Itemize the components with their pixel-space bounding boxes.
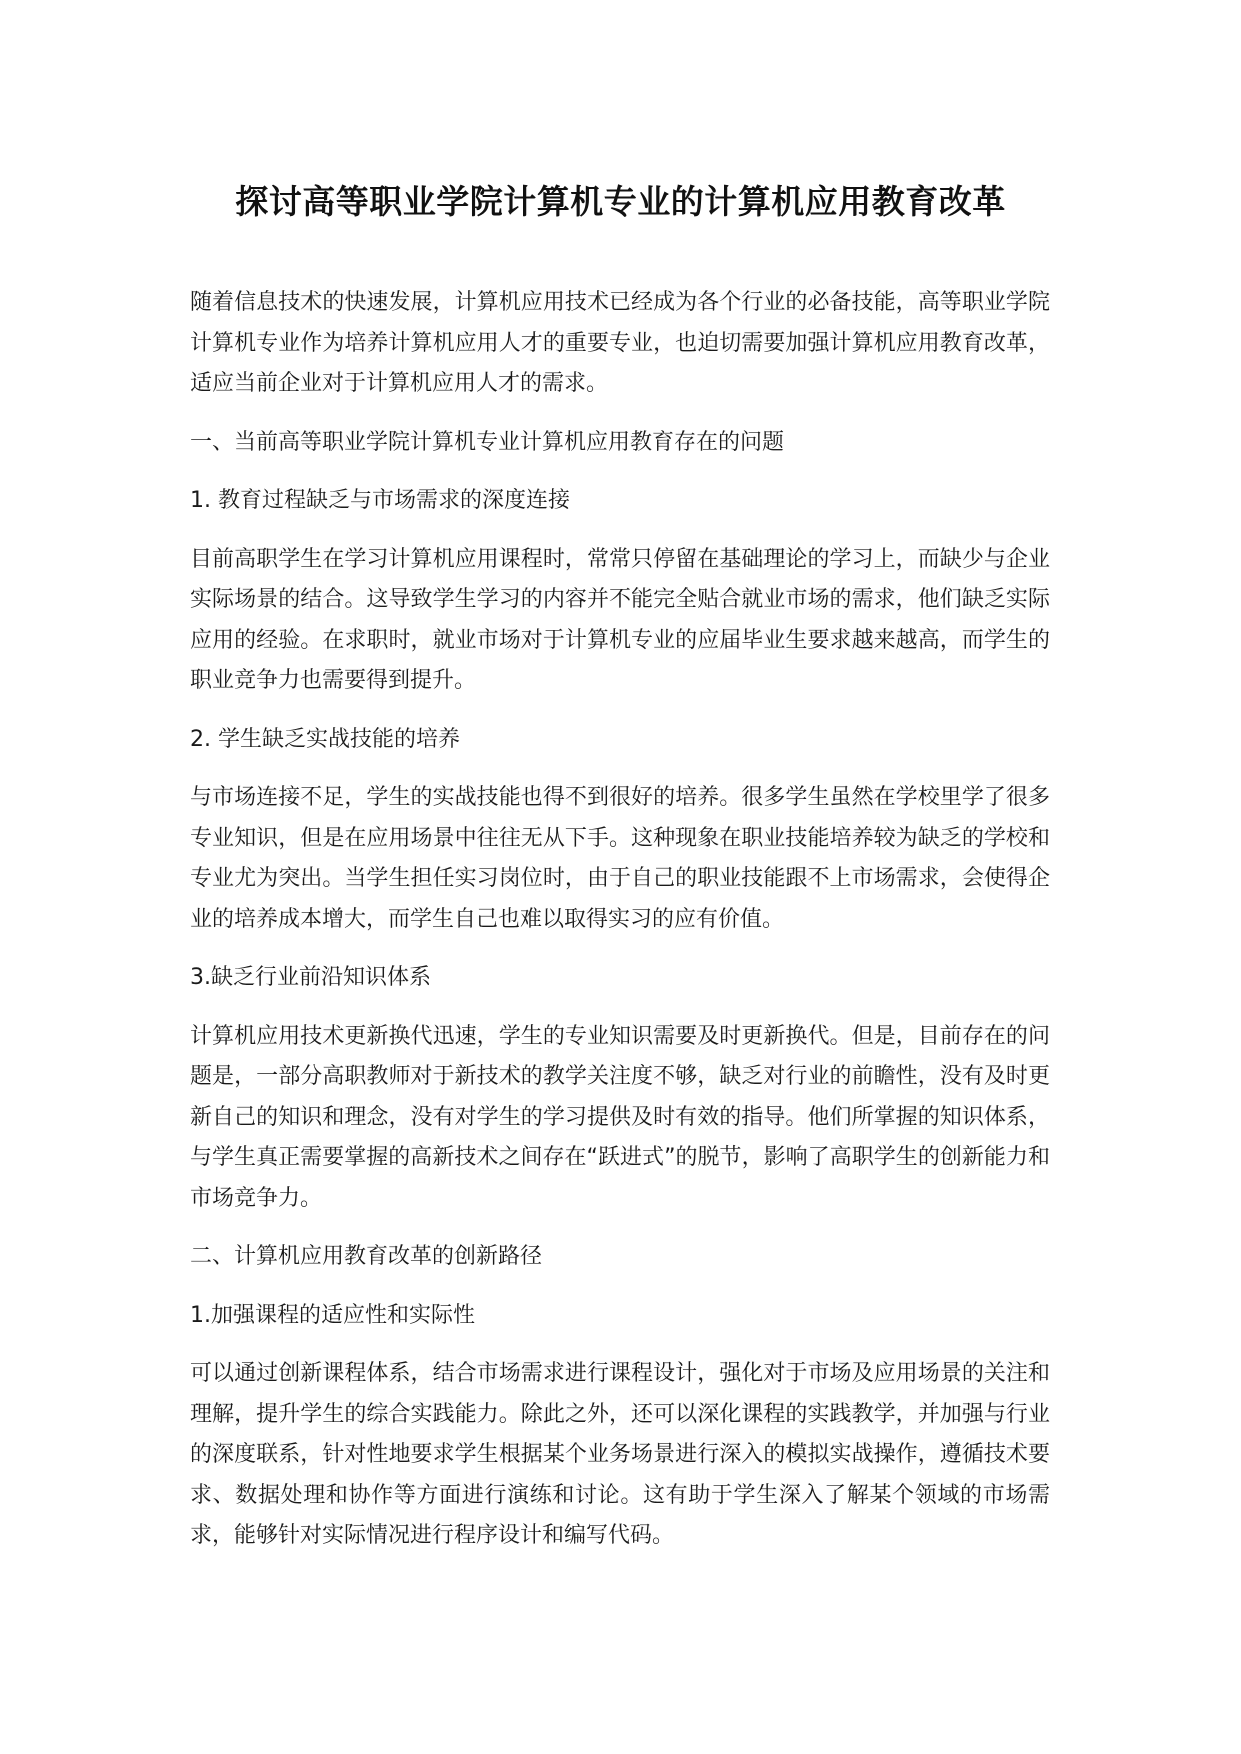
intro-paragraph: 随着信息技术的快速发展，计算机应用技术已经成为各个行业的必备技能，高等职业学院计算机专业作为培养计算机应用人才的重要专业，也迫切需要加强计算机应用教育改革，适应当前企业对于计算机应用人才的需求。 [190,290,1050,396]
subsection-heading-2-1: 1.加强课程的适应性和实际性 [190,1302,475,1328]
paragraph-1-1: 目前高职学生在学习计算机应用课程时，常常只停留在基础理论的学习上，而缺少与企业实际场景的结合。这导致学生学习的内容并不能完全贴合就业市场的需求，他们缺乏实际应用的经验。在求职时，就业市场对于计算机专业的应届毕业生要求越来越高，而学生的职业竞争力也需要得到提升。 [190,546,1050,693]
document-title: 探讨高等职业学院计算机专业的计算机应用教育改革 [235,182,1006,221]
subsection-heading-1-1: 1. 教育过程缺乏与市场需求的深度连接 [190,488,570,513]
paragraph-1-2: 与市场连接不足，学生的实战技能也得不到很好的培养。很多学生虽然在学校里学了很多专业知识，但是在应用场景中往往无从下手。这种现象在职业技能培养较为缺乏的学校和专业尤为突出。当学生担任实习岗位时，由于自己的职业技能跟不上市场需求，会使得企业的培养成本增大，而学生自己也难以取得实习的应有价值。 [190,785,1050,932]
subsection-heading-1-2: 2. 学生缺乏实战技能的培养 [190,726,460,752]
section-heading-2: 二、计算机应用教育改革的创新路径 [190,1244,543,1269]
paragraph-2-1: 可以通过创新课程体系，结合市场需求进行课程设计，强化对于市场及应用场景的关注和理解，提升学生的综合实践能力。除此之外，还可以深化课程的实践教学，并加强与行业的深度联系，针对性地要求学生根据某个业务场景进行深入的模拟实战操作，遵循技术要求、数据处理和协作等方面进行演练和讨论。这有助于学生深入了解某个领域的市场需求，能够针对实际情况进行程序设计和编写代码。 [190,1361,1050,1548]
document-body [190,283,1050,1575]
section-heading-1: 一、当前高等职业学院计算机专业计算机应用教育存在的问题 [190,429,785,455]
paragraph-1-3: 计算机应用技术更新换代迅速，学生的专业知识需要及时更新换代。但是，目前存在的问题是，一部分高职教师对于新技术的教学关注度不够，缺乏对行业的前瞻性，没有及时更新自己的知识和理念，没有对学生的学习提供及时有效的指导。他们所掌握的知识体系，与学生真正需要掌握的高新技术之间存在“跃进式”的脱节，影响了高职学生的创新能力和市场竞争力。 [190,1023,1050,1211]
subsection-heading-1-3: 3.缺乏行业前沿知识体系 [190,965,431,990]
